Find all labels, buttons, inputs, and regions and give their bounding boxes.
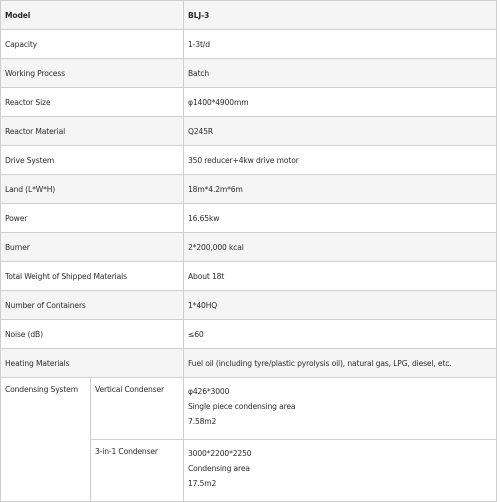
condensing-label: Condensing System — [1, 378, 91, 502]
header-label: Model — [1, 1, 184, 30]
row-label: Land (L*W*H) — [1, 175, 184, 204]
table-row — [1, 30, 497, 59]
table-row — [1, 291, 497, 320]
row-value: Batch — [184, 59, 497, 88]
row-value: Q245R — [184, 117, 497, 146]
spec-line: 3000*2200*2250 — [188, 449, 252, 458]
row-value: About 18t — [184, 262, 497, 291]
row-value: 16.65kw — [184, 204, 497, 233]
table-row — [1, 262, 497, 291]
row-value: φ1400*4900mm — [184, 88, 497, 117]
row-label: Burner — [1, 233, 184, 262]
table-row — [1, 204, 497, 233]
table-row — [1, 88, 497, 117]
table-row — [1, 146, 497, 175]
row-label: Heating Materials — [1, 349, 184, 378]
table-row — [1, 117, 497, 146]
row-label: Power — [1, 204, 184, 233]
row-label: Noise (dB) — [1, 320, 184, 349]
condensing-row — [1, 378, 497, 440]
condenser-name: 3-in-1 Condenser — [91, 440, 184, 502]
table-header-row — [1, 1, 497, 30]
spec-line: 17.5m2 — [188, 479, 217, 488]
row-value: Fuel oil (including tyre/plastic pyrolysis oil), natural gas, LPG, diesel, etc. — [184, 349, 497, 378]
spec-line: φ426*3000 — [188, 387, 230, 396]
table-row — [1, 175, 497, 204]
spec-line: Condensing area — [188, 464, 250, 473]
row-value: 350 reducer+4kw drive motor — [184, 146, 497, 175]
row-label: Drive System — [1, 146, 184, 175]
row-label: Number of Containers — [1, 291, 184, 320]
row-value: 1*40HQ — [184, 291, 497, 320]
condenser-name: Vertical Condenser — [91, 378, 184, 440]
row-label: Total Weight of Shipped Materials — [1, 262, 184, 291]
row-label: Capacity — [1, 30, 184, 59]
row-label: Reactor Material — [1, 117, 184, 146]
row-value: ≤60 — [184, 320, 497, 349]
row-label: Working Process — [1, 59, 184, 88]
condenser-specs — [184, 378, 497, 440]
table-row — [1, 59, 497, 88]
row-value: 2*200,000 kcal — [184, 233, 497, 262]
row-label: Reactor Size — [1, 88, 184, 117]
spec-line: Single piece condensing area — [188, 402, 296, 411]
table-row — [1, 349, 497, 378]
condenser-specs — [184, 440, 497, 502]
table-row — [1, 320, 497, 349]
row-value: 18m*4.2m*6m — [184, 175, 497, 204]
spec-line: 7.58m2 — [188, 417, 217, 426]
header-value: BLJ-3 — [184, 1, 497, 30]
table-row — [1, 233, 497, 262]
row-value: 1-3t/d — [184, 30, 497, 59]
